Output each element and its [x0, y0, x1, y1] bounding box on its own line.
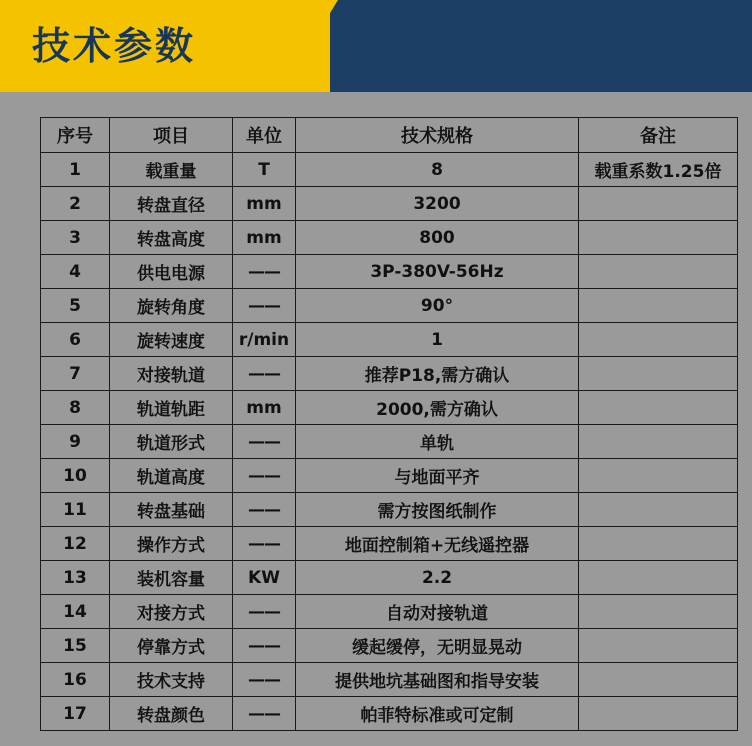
cell-unit: ——	[233, 425, 296, 459]
table-row	[41, 459, 738, 493]
cell-item: 载重量	[110, 153, 233, 187]
cell-spec: 推荐P18,需方确认	[296, 357, 579, 391]
cell-spec: 2000,需方确认	[296, 391, 579, 425]
cell-spec: 800	[296, 221, 579, 255]
cell-note	[579, 697, 738, 731]
cell-note	[579, 459, 738, 493]
header-banner	[0, 0, 752, 92]
cell-item: 操作方式	[110, 527, 233, 561]
table-row	[41, 425, 738, 459]
column-header-unit: 单位	[233, 118, 296, 153]
cell-no: 2	[41, 187, 110, 221]
cell-no: 17	[41, 697, 110, 731]
cell-spec: 与地面平齐	[296, 459, 579, 493]
cell-no: 4	[41, 255, 110, 289]
table-row	[41, 357, 738, 391]
cell-spec: 需方按图纸制作	[296, 493, 579, 527]
cell-item: 装机容量	[110, 561, 233, 595]
table-row	[41, 323, 738, 357]
cell-unit: ——	[233, 459, 296, 493]
cell-item: 转盘颜色	[110, 697, 233, 731]
cell-spec: 自动对接轨道	[296, 595, 579, 629]
cell-unit: ——	[233, 255, 296, 289]
spec-table-head	[41, 118, 738, 153]
cell-no: 8	[41, 391, 110, 425]
cell-spec: 3P-380V-56Hz	[296, 255, 579, 289]
table-row	[41, 255, 738, 289]
cell-spec: 1	[296, 323, 579, 357]
cell-note	[579, 357, 738, 391]
cell-unit: KW	[233, 561, 296, 595]
banner-yellow-slant	[282, 0, 338, 92]
cell-note	[579, 527, 738, 561]
table-row	[41, 289, 738, 323]
cell-no: 14	[41, 595, 110, 629]
column-header-spec: 技术规格	[296, 118, 579, 153]
cell-no: 10	[41, 459, 110, 493]
cell-note	[579, 493, 738, 527]
cell-note	[579, 221, 738, 255]
cell-note	[579, 255, 738, 289]
cell-note	[579, 595, 738, 629]
cell-note	[579, 663, 738, 697]
cell-note	[579, 391, 738, 425]
cell-item: 轨道形式	[110, 425, 233, 459]
cell-unit: T	[233, 153, 296, 187]
cell-item: 对接方式	[110, 595, 233, 629]
cell-unit: ——	[233, 357, 296, 391]
cell-unit: ——	[233, 697, 296, 731]
cell-unit: ——	[233, 663, 296, 697]
cell-spec: 2.2	[296, 561, 579, 595]
cell-no: 13	[41, 561, 110, 595]
cell-unit: ——	[233, 595, 296, 629]
column-header-item: 项目	[110, 118, 233, 153]
cell-spec: 90°	[296, 289, 579, 323]
cell-note	[579, 629, 738, 663]
table-row	[41, 391, 738, 425]
cell-spec: 8	[296, 153, 579, 187]
cell-unit: ——	[233, 493, 296, 527]
cell-no: 12	[41, 527, 110, 561]
cell-note: 载重系数1.25倍	[579, 153, 738, 187]
table-row	[41, 663, 738, 697]
cell-note	[579, 187, 738, 221]
cell-note	[579, 425, 738, 459]
cell-no: 11	[41, 493, 110, 527]
cell-no: 1	[41, 153, 110, 187]
cell-item: 旋转角度	[110, 289, 233, 323]
cell-unit: mm	[233, 187, 296, 221]
cell-item: 技术支持	[110, 663, 233, 697]
cell-no: 3	[41, 221, 110, 255]
cell-no: 7	[41, 357, 110, 391]
cell-spec: 单轨	[296, 425, 579, 459]
cell-item: 停靠方式	[110, 629, 233, 663]
cell-spec: 3200	[296, 187, 579, 221]
column-header-no: 序号	[41, 118, 110, 153]
cell-note	[579, 323, 738, 357]
cell-spec: 缓起缓停，无明显晃动	[296, 629, 579, 663]
spec-table-wrapper	[40, 117, 722, 731]
table-row	[41, 493, 738, 527]
page-title: 技术参数	[32, 24, 197, 68]
cell-note	[579, 289, 738, 323]
cell-no: 6	[41, 323, 110, 357]
table-row	[41, 221, 738, 255]
table-row	[41, 629, 738, 663]
table-row	[41, 697, 738, 731]
cell-item: 轨道高度	[110, 459, 233, 493]
cell-item: 旋转速度	[110, 323, 233, 357]
table-row	[41, 187, 738, 221]
spec-table-body	[41, 153, 738, 731]
cell-spec: 帕菲特标准或可定制	[296, 697, 579, 731]
cell-item: 转盘基础	[110, 493, 233, 527]
cell-item: 供电电源	[110, 255, 233, 289]
cell-no: 16	[41, 663, 110, 697]
cell-item: 对接轨道	[110, 357, 233, 391]
cell-unit: ——	[233, 289, 296, 323]
cell-item: 轨道轨距	[110, 391, 233, 425]
cell-no: 9	[41, 425, 110, 459]
table-header-row	[41, 118, 738, 153]
table-row	[41, 561, 738, 595]
cell-item: 转盘高度	[110, 221, 233, 255]
table-row	[41, 595, 738, 629]
cell-spec: 提供地坑基础图和指导安装	[296, 663, 579, 697]
cell-item: 转盘直径	[110, 187, 233, 221]
table-row	[41, 527, 738, 561]
cell-unit: r/min	[233, 323, 296, 357]
cell-no: 15	[41, 629, 110, 663]
cell-unit: ——	[233, 629, 296, 663]
column-header-note: 备注	[579, 118, 738, 153]
cell-unit: ——	[233, 527, 296, 561]
table-row	[41, 153, 738, 187]
cell-unit: mm	[233, 221, 296, 255]
cell-note	[579, 561, 738, 595]
cell-spec: 地面控制箱+无线遥控器	[296, 527, 579, 561]
cell-no: 5	[41, 289, 110, 323]
spec-table	[40, 117, 738, 731]
cell-unit: mm	[233, 391, 296, 425]
